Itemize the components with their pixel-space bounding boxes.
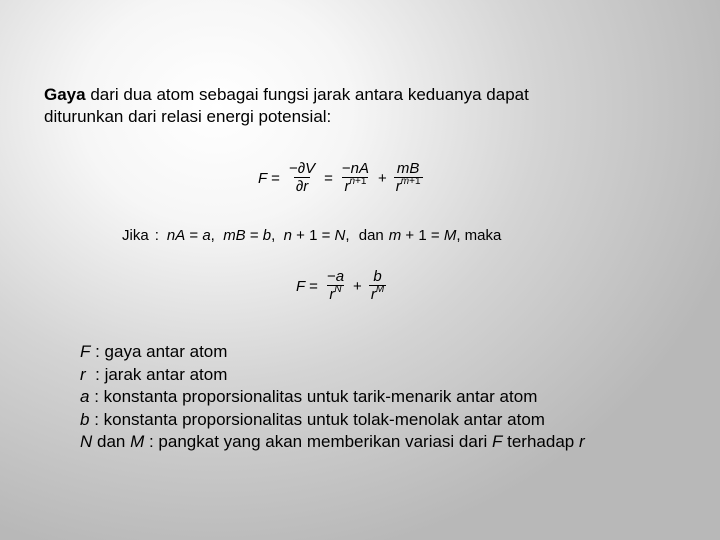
definition-item: F : gaya antar atom — [80, 342, 228, 361]
fraction-dV-dr: $\frac{-\partial V}{\partial r}$ — [288, 160, 316, 195]
intro-rest: dari dua atom sebagai fungsi jarak antara keduanya dapat — [85, 85, 529, 104]
intro-line2: diturunkan dari relasi energi potensial: — [44, 107, 332, 126]
definition-item: a : konstanta proporsionalitas untuk tarik-menarik antar atom — [80, 387, 538, 406]
dan-label: dan — [358, 227, 384, 244]
jika-label: Jika — [122, 227, 149, 244]
force-simplified-equation: F = $\frac{-a}{r^N}$ + $\frac{b}{r^M}$ — [296, 268, 385, 303]
definition-item: b : konstanta proporsionalitas untuk tolak-menolak antar atom — [80, 409, 545, 429]
definition-item: r : jarak antar atom — [80, 364, 228, 384]
fraction-mB: $\frac{mB}{r^{m+1}}$ — [395, 160, 421, 195]
definition-item: N dan M : pangkat yang akan memberikan variasi dari F terhadap r — [80, 432, 585, 451]
fraction-a-rN: $\frac{-a}{r^N}$ — [326, 268, 345, 303]
maka-label: maka — [464, 227, 502, 244]
intro-text — [44, 84, 684, 128]
intro-lead: Gaya — [44, 85, 86, 104]
substitution-line: Jika : nA = a, mB = b, n + 1 = N, dan m + 1 = M, maka — [122, 227, 502, 244]
fraction-b-rM: $\frac{b}{r^M}$ — [370, 268, 385, 303]
force-equation: F = $\frac{-\partial V}{\partial r}$ = $\frac{-nA}{r^{n+1}}$ + $\frac{mB}{r^{m+1}}$ — [258, 160, 421, 195]
fraction-nA: $\frac{-nA}{r^{n+1}}$ — [341, 160, 370, 195]
definitions-list — [80, 341, 585, 454]
